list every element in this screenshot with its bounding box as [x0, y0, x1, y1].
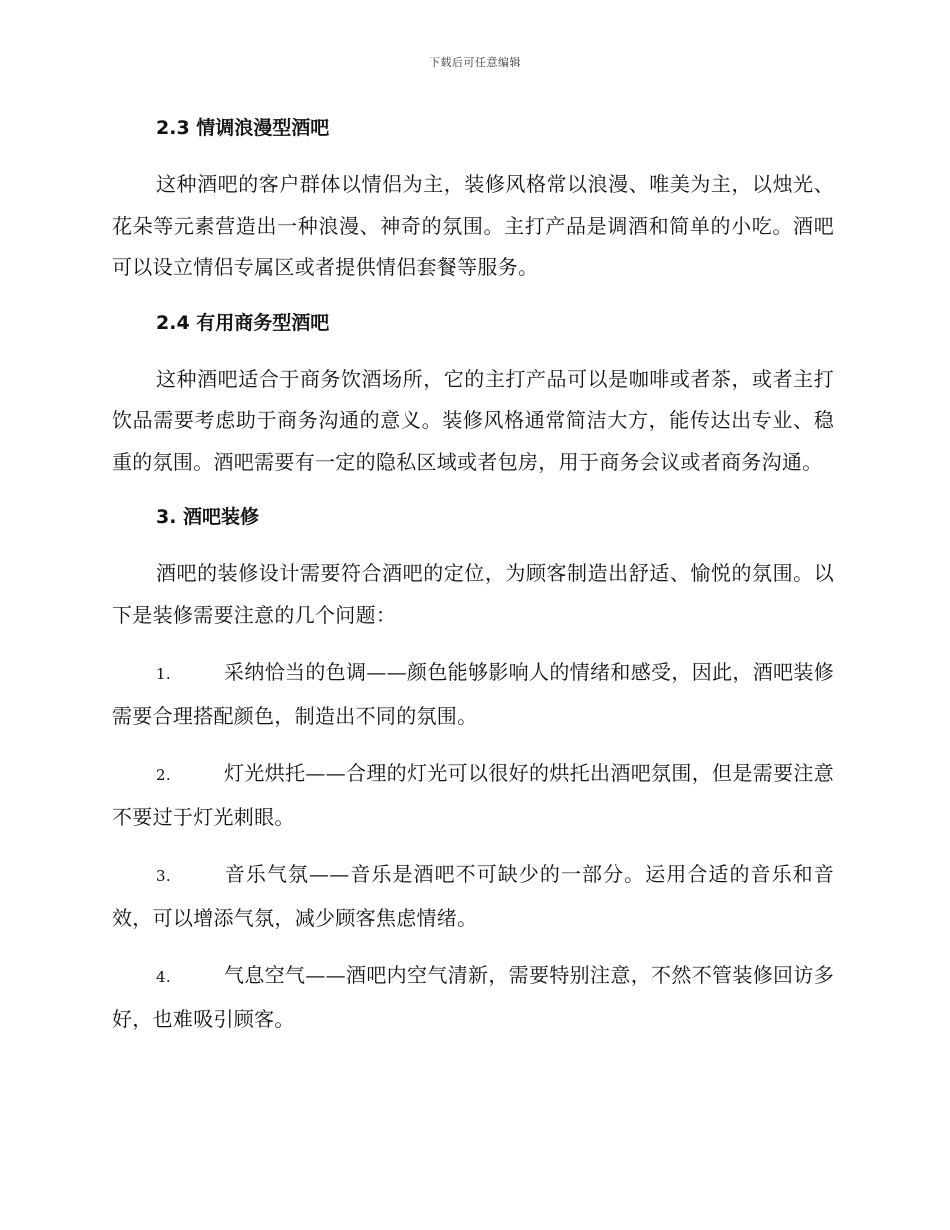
section-heading-2-3: 2.3 情调浪漫型酒吧	[156, 117, 330, 139]
list-item	[112, 955, 834, 1040]
list-item	[112, 753, 834, 838]
list-number: 1.	[156, 665, 171, 683]
section-body-2-4: 这种酒吧适合于商务饮酒场所，它的主打产品可以是咖啡或者茶，或者主打饮品需要考虑助于商务沟通的意义。装修风格通常简洁大方，能传达出专业、稳重的氛围。酒吧需要有一定的隐私区域或者包房，用于商务会议或者商务沟通。	[112, 366, 834, 474]
document-content	[112, 110, 834, 1040]
list-text: 音乐气氛——音乐是酒吧不可缺少的一部分。运用合适的音乐和音效，可以增添气氛，减少顾客焦虑情绪。	[112, 862, 834, 930]
list-text: 灯光烘托——合理的灯光可以很好的烘托出酒吧氛围，但是需要注意不要过于灯光刺眼。	[112, 761, 834, 829]
list-item	[112, 854, 834, 939]
list-item	[112, 652, 834, 737]
page-header: 下载后可任意编辑	[429, 56, 521, 69]
list-number: 3.	[156, 867, 171, 885]
section-body-2-3: 这种酒吧的客户群体以情侣为主，装修风格常以浪漫、唯美为主，以烛光、花朵等元素营造出一种浪漫、神奇的氛围。主打产品是调酒和简单的小吃。酒吧可以设立情侣专属区或者提供情侣套餐等服务。	[112, 172, 834, 279]
list-number: 2.	[156, 766, 171, 784]
section-heading-3: 3. 酒吧装修	[156, 506, 260, 528]
list-text: 采纳恰当的色调——颜色能够影响人的情绪和感受，因此，酒吧装修需要合理搭配颜色，制造出不同的氛围。	[112, 660, 834, 728]
section-body-3: 酒吧的装修设计需要符合酒吧的定位，为顾客制造出舒适、愉悦的氛围。以下是装修需要注意的几个问题：	[112, 561, 834, 627]
section-heading-2-4: 2.4 有用商务型酒吧	[156, 311, 330, 334]
list-text: 气息空气——酒吧内空气清新，需要特别注意，不然不管装修回访多好，也难吸引顾客。	[112, 963, 834, 1031]
list-number: 4.	[156, 968, 171, 986]
